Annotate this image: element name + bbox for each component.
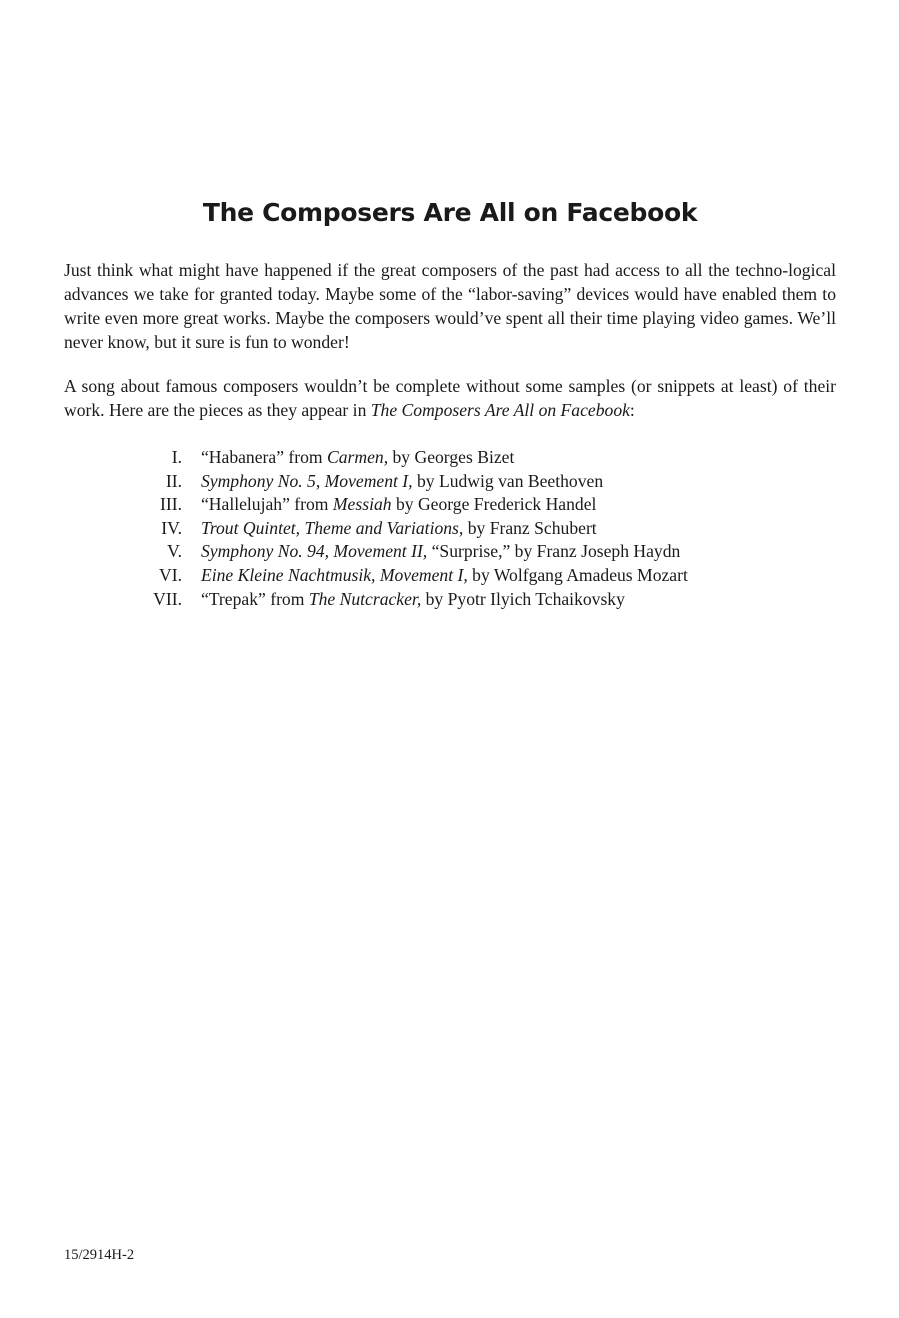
roman-numeral: III.: [160, 494, 182, 515]
pieces-list: [0, 446, 900, 611]
piece-text: [201, 493, 596, 517]
list-item: [0, 493, 900, 517]
roman-numeral: II.: [165, 470, 182, 491]
piece-composer: by George Frederick Handel: [391, 494, 597, 515]
piece-composer: by Wolfgang Amadeus Mozart: [467, 564, 688, 585]
piece-composer: by Ludwig van Beethoven: [412, 470, 604, 491]
roman-numeral: VII.: [153, 588, 182, 609]
piece-composer: “Surprise,” by Franz Joseph Haydn: [427, 541, 681, 562]
piece-italic-title: Trout Quintet, Theme and Variations,: [201, 517, 464, 538]
piece-italic-title: Symphony No. 5, Movement I,: [201, 470, 413, 491]
piece-text: [201, 564, 688, 588]
list-item: [0, 446, 900, 470]
piece-prefix: “Trepak” from: [201, 588, 309, 609]
list-item: [0, 540, 900, 564]
page-title: The Composers Are All on Facebook: [202, 198, 698, 227]
piece-text: [201, 517, 597, 541]
song-title-italic: The Composers Are All on Facebook: [370, 400, 630, 420]
piece-composer: by Pyotr Ilyich Tchaikovsky: [421, 588, 625, 609]
piece-italic-title: Carmen,: [327, 447, 389, 467]
piece-composer: by Franz Schubert: [463, 517, 597, 538]
piece-italic-title: Messiah: [332, 494, 392, 515]
roman-numeral: I.: [171, 447, 182, 467]
piece-italic-title: The Nutcracker,: [308, 588, 422, 609]
piece-italic-title: Symphony No. 94, Movement II,: [201, 541, 428, 562]
pieces-intro-paragraph: [64, 374, 836, 422]
piece-prefix: “Habanera” from: [201, 447, 328, 467]
piece-text: [201, 588, 625, 612]
pieces-intro-text: A song about famous composers wouldn’t be complete without some samples (or snippets at least) of their work. Here are the pieces as they appear in: [64, 376, 836, 420]
pieces-intro-colon: :: [629, 400, 635, 420]
list-item: [0, 588, 900, 612]
piece-text: [201, 540, 680, 564]
piece-text: [201, 470, 603, 494]
list-item: [0, 470, 900, 494]
piece-prefix: “Hallelujah” from: [201, 494, 333, 515]
piece-italic-title: Eine Kleine Nachtmusik, Movement I,: [201, 564, 468, 585]
intro-paragraph: Just think what might have happened if the great composers of the past had access to all the techno-logical advances we take for granted today. Maybe some of the “labor-saving” devices would have enabled them to write even more great works. Maybe the composers would’ve spent all their time playing video games. We’ll never know, but it sure is fun to wonder!: [64, 260, 836, 352]
catalog-code: 15/2914H-2: [64, 1247, 135, 1263]
list-item: [0, 564, 900, 588]
list-item: [0, 517, 900, 541]
roman-numeral: V.: [167, 541, 182, 562]
piece-composer: by Georges Bizet: [388, 447, 515, 467]
roman-numeral: VI.: [159, 564, 182, 585]
piece-text: [201, 446, 514, 470]
roman-numeral: IV.: [161, 517, 182, 538]
